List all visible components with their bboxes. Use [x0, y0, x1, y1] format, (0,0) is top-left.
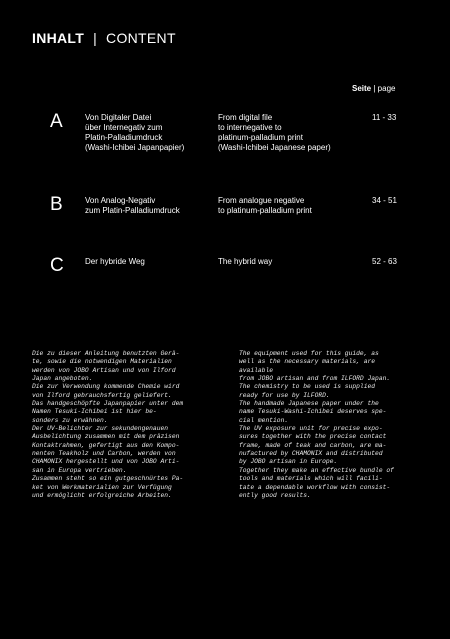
text-line: From analogue negative — [218, 196, 305, 205]
entry-page-range: 11 - 33 — [372, 113, 397, 122]
body-line: von Ilford gebrauchsfertig geliefert. — [32, 391, 172, 399]
body-line: name Tesuki-Washi-Ichibei deserves spe- — [239, 408, 387, 416]
body-line: ently good results. — [239, 491, 311, 499]
page-label-page: page — [377, 84, 396, 93]
body-line: und ermöglicht erfolgreiche Arbeiten. — [32, 491, 172, 499]
page-column-label — [352, 84, 395, 93]
text-line: Von Analog-Negativ — [85, 196, 156, 205]
page-title — [32, 30, 176, 46]
body-line: Zusammen steht so ein gutgeschnürtes Pa- — [32, 475, 184, 483]
title-separator: | — [93, 30, 98, 46]
entry-letter: B — [50, 194, 63, 215]
entry-letter: C — [50, 255, 64, 276]
body-line: Japan angeboten. — [32, 375, 93, 383]
body-line: Der UV-Belichter zur sekundengenauen — [32, 425, 169, 433]
text-line: to platinum-palladium print — [218, 206, 312, 215]
body-line: frame, made of teak and carbon, are ma- — [239, 441, 387, 449]
body-line: sonders zu erwähnen. — [32, 416, 108, 424]
body-line: Das handgeschöpfte Japanpapier unter dem — [32, 400, 184, 408]
body-line: Die zu dieser Anleitung benutzten Gerä- — [32, 350, 180, 357]
body-line: Kontaktrahmen, gefertigt aus den Kompo- — [32, 441, 180, 449]
title-content: CONTENT — [106, 30, 176, 46]
body-line: by JOBO artisan in Europe. — [239, 458, 338, 466]
body-line: werden von JOBO Artisan und von Ilford — [32, 366, 176, 374]
body-line: The chemistry to be used is supplied — [239, 383, 376, 391]
entry-english-title — [218, 113, 331, 153]
body-line: tools and materials which will facili- — [239, 475, 383, 483]
text-line: zum Platin-Palladiumdruck — [85, 206, 180, 215]
entry-page-range: 52 - 63 — [372, 257, 397, 266]
entry-english-title — [218, 257, 272, 267]
body-line: well as the necessary materials, are — [239, 358, 376, 366]
entry-german-title — [85, 257, 145, 267]
page-label-separator: | — [373, 84, 376, 93]
page-label-seite: Seite — [352, 84, 372, 93]
body-text-english — [239, 350, 429, 500]
body-line: CHAMONIX hergestellt und von JOBO Arti- — [32, 458, 180, 466]
body-line: te, sowie die notwendigen Materialien — [32, 358, 172, 366]
body-line: The equipment used for this guide, as — [239, 350, 379, 357]
text-line: (Washi-Ichibei Japanese paper) — [218, 143, 331, 152]
text-line: Platin-Palladiumdruck — [85, 133, 163, 142]
body-text-german — [32, 350, 222, 500]
text-line: über Internegativ zum — [85, 123, 163, 132]
body-line: cial mention. — [239, 416, 289, 424]
body-line: san in Europa vertrieben. — [32, 466, 127, 474]
body-line: ready for use by ILFORD. — [239, 391, 330, 399]
entry-german-title — [85, 113, 184, 153]
body-line: Die zur Verwendung kommende Chemie wird — [32, 383, 180, 391]
body-line: ket von Werkmaterialien zur Verfügung — [32, 483, 172, 491]
body-line: nufactured by CHAMONIX and distributed — [239, 450, 383, 458]
title-inhalt: INHALT — [32, 30, 85, 46]
body-line: available — [239, 366, 274, 374]
body-line: sures together with the precise contact — [239, 433, 387, 441]
body-line: nenten Teakholz und Carbon, werden von — [32, 450, 176, 458]
body-line: tate a dependable workflow with consist- — [239, 483, 391, 491]
text-line: Der hybride Weg — [85, 257, 145, 266]
body-line: Ausbelichtung zusammen mit dem präzisen — [32, 433, 180, 441]
entry-english-title — [218, 196, 312, 216]
body-line: from JOBO artisan and from ILFORD Japan. — [239, 375, 391, 383]
text-line: Von Digitaler Datei — [85, 113, 152, 122]
entry-page-range: 34 - 51 — [372, 196, 397, 205]
body-line: The UV exposure unit for precise expo- — [239, 425, 383, 433]
text-line: platinum-palladium print — [218, 133, 303, 142]
entry-letter: A — [50, 111, 63, 132]
text-line: From digital file — [218, 113, 273, 122]
body-line: The handmade Japanese paper under the — [239, 400, 379, 408]
text-line: The hybrid way — [218, 257, 273, 266]
text-line: to internegative to — [218, 123, 282, 132]
entry-german-title — [85, 196, 180, 216]
body-line: Namen Tesuki-Ichibei ist hier be- — [32, 408, 157, 416]
text-line: (Washi-Ichibei Japanpapier) — [85, 143, 185, 152]
body-line: Together they make an effective bundle of — [239, 466, 394, 474]
